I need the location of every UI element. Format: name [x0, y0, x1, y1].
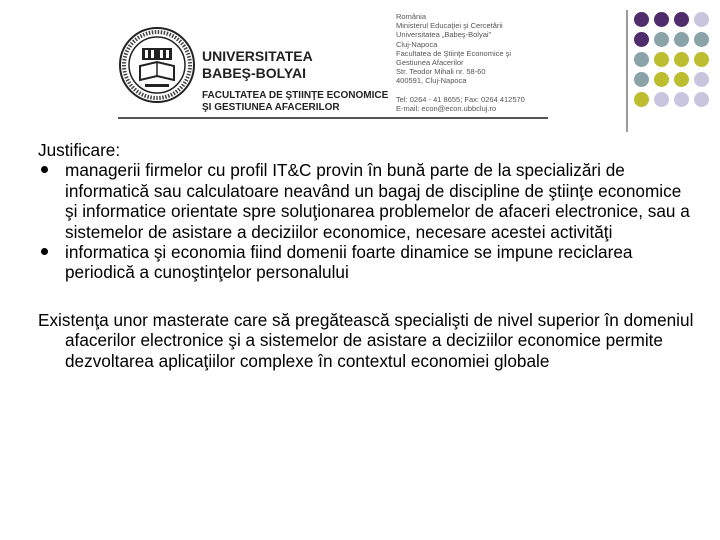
decor-dot: [674, 12, 689, 27]
bullet-text: managerii firmelor cu profil IT&C provin în bună parte de la specializări de informatică sau calculatoare neavând un bagaj de discipline de ştiinţe economice şi informatice orientate spre soluţionarea problemelor de afaceri electronice, sau a sistemelor de asistare a deciziilor economice, necesare acestei activităţi: [65, 160, 690, 242]
decor-dot: [674, 92, 689, 107]
address-line: Cluj-Napoca: [396, 39, 438, 49]
address-line: Facultatea de Ştiinţe Economice şi: [396, 48, 512, 58]
decor-dot: [634, 52, 649, 67]
university-name-line2: BABEŞ-BOLYAI: [202, 65, 306, 81]
bullet-item: [38, 160, 698, 242]
letterhead: [118, 10, 548, 120]
address-line: Ministerul Educaţiei şi Cercetării: [396, 21, 503, 31]
decorative-dot-grid: [634, 12, 718, 108]
bullet-icon: [41, 166, 48, 173]
university-seal-logo: [118, 26, 196, 104]
slide-body: [38, 140, 698, 371]
bullet-item: [38, 242, 698, 283]
university-name: [202, 48, 313, 82]
decor-dot: [694, 92, 709, 107]
bullet-icon: [41, 248, 48, 255]
address-line: E-mail: econ@econ.ubbcluj.ro: [396, 104, 497, 114]
address-line: Gestiunea Afacerilor: [396, 58, 464, 68]
decor-dot: [654, 52, 669, 67]
address-block: [396, 12, 525, 113]
decor-dot: [674, 32, 689, 47]
decor-dot: [654, 72, 669, 87]
address-line: 400591, Cluj-Napoca: [396, 76, 467, 86]
decor-dot: [694, 12, 709, 27]
address-line: România: [396, 12, 427, 21]
bullet-text: informatica şi economia fiind domenii foarte dinamice se impune reciclarea periodică a cunoştinţelor personalului: [65, 242, 633, 283]
address-line: [396, 86, 525, 95]
decor-dot: [674, 52, 689, 67]
decor-dot: [654, 12, 669, 27]
address-line: Universitatea „Babeş-Bolyai”: [396, 30, 492, 40]
faculty-name: [202, 90, 392, 114]
bullet-list: [38, 160, 698, 282]
faculty-name-line1: FACULTATEA DE ŞTIINŢE ECONOMICE: [202, 90, 389, 101]
conclusion-paragraph: Existenţa unor masterate care să pregătească specialişti de nivel superior în domeniul afacerilor electronice şi a sistemelor de asistare a deciziilor economice permite dezvoltarea aplicaţiilor complexe în contextul economiei globale: [38, 309, 694, 371]
header-divider: [118, 117, 548, 119]
decor-dot: [634, 92, 649, 107]
decor-dot: [674, 72, 689, 87]
university-name-line1: UNIVERSITATEA: [202, 48, 313, 64]
decor-dot: [634, 72, 649, 87]
decor-dot: [694, 32, 709, 47]
vertical-divider: [626, 10, 628, 132]
address-line: Tel: 0264 - 41 8655; Fax: 0264 412570: [396, 94, 525, 104]
decor-dot: [694, 52, 709, 67]
section-heading: Justificare:: [38, 140, 121, 160]
decor-dot: [654, 32, 669, 47]
address-line: Str. Teodor Mihali nr. 58-60: [396, 67, 486, 77]
decor-dot: [694, 72, 709, 87]
decor-dot: [634, 32, 649, 47]
decor-dot: [634, 12, 649, 27]
faculty-name-line2: ŞI GESTIUNEA AFACERILOR: [202, 102, 340, 113]
decor-dot: [654, 92, 669, 107]
